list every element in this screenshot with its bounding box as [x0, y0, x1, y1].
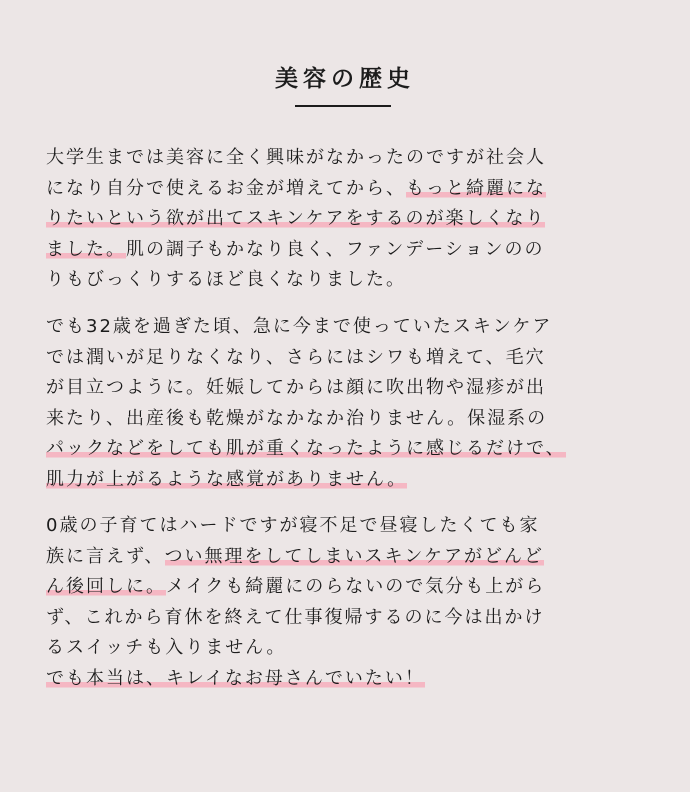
highlighted-text: りたいという欲が出てスキンケアをするのが楽しくなり — [46, 208, 546, 229]
body-text: りもびっくりするほど良くなりました。 — [46, 269, 406, 290]
text-line — [46, 434, 646, 465]
text-line — [46, 343, 646, 374]
text-line — [46, 143, 646, 174]
text-line — [46, 542, 646, 573]
body-text: でも32歳を過ぎた頃、急に今まで使っていたスキンケア — [46, 316, 553, 337]
body-text: メイクも綺麗にのらないので気分も上がら — [166, 576, 546, 597]
body-text: 0歳の子育てはハードですが寝不足で昼寝したくても家 — [46, 515, 540, 536]
highlighted-text: でも本当は、キレイなお母さんでいたい！ — [46, 667, 425, 689]
text-line — [46, 664, 646, 695]
text-line — [46, 572, 646, 603]
text-line — [46, 174, 646, 205]
body-text: ず、これから育休を終えて仕事復帰するのに今は出かけ — [46, 606, 545, 628]
text-line — [46, 235, 646, 266]
text-line — [46, 465, 646, 496]
body-text: 族に言えず、 — [46, 545, 165, 567]
text-line — [46, 603, 646, 634]
highlighted-text: 肌力が上がるような感覚がありません。 — [46, 468, 408, 490]
body-text: 肌の調子もかなり良く、ファンデーションのの — [126, 238, 545, 260]
body-text: になり自分で使えるお金が増えてから、 — [46, 177, 406, 199]
text-line — [46, 373, 646, 404]
text-line — [46, 511, 646, 542]
paragraph-3 — [46, 511, 646, 694]
text-line — [46, 204, 646, 235]
highlighted-text: ました。 — [46, 238, 126, 260]
highlighted-text: パックなどをしても肌が重くなったように感じるだけで、 — [46, 438, 566, 459]
text-line — [46, 312, 646, 343]
body-text: るスイッチも入りません。 — [46, 637, 287, 658]
body-text: 大学生までは美容に全く興味がなかったのですが社会人 — [46, 147, 546, 168]
highlighted-text: つい無理をしてしまいスキンケアがどんど — [164, 545, 545, 567]
body-text: では潤いが足りなくなり、さらにはシワも増えて、毛穴 — [46, 346, 546, 368]
body-text: が目立つように。妊娠してからは顔に吹出物や湿疹が出 — [46, 377, 546, 398]
paragraph-1 — [46, 143, 646, 296]
text-line — [46, 404, 646, 435]
body-text: 来たり、出産後も乾燥がなかなか治りません。保湿系の — [46, 407, 548, 429]
text-line — [46, 633, 646, 664]
highlighted-text: ん後回しに。 — [46, 576, 166, 597]
paragraph-2 — [46, 312, 646, 495]
section-title: 美容の歴史 — [275, 66, 415, 92]
highlighted-text: もっと綺麗にな — [406, 177, 546, 199]
text-line — [46, 265, 646, 296]
title-underline — [295, 105, 391, 107]
